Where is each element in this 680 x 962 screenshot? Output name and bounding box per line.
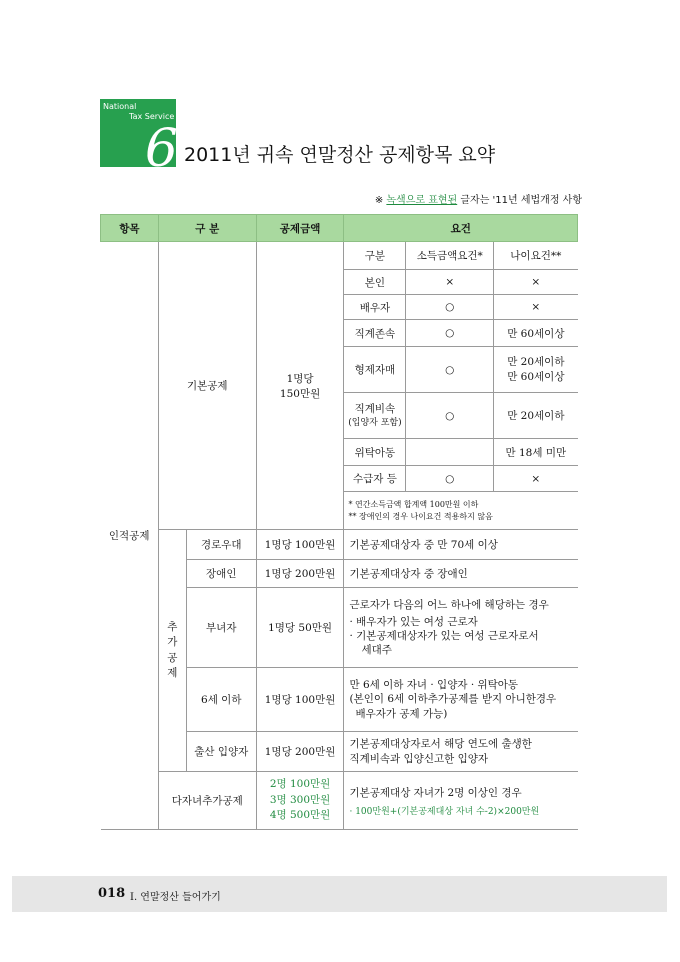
- table-row: [101, 242, 578, 270]
- table-row: 배우자 ○ ×: [101, 295, 578, 320]
- header-amount: 공제금액: [256, 215, 344, 242]
- multichild-amount: 2명 100만원 3명 300만원 4명 500만원: [256, 772, 344, 830]
- green-highlight: 녹색으로 표현된: [386, 195, 458, 206]
- table-row: 출산 입양자 1명당 200만원 기본공제대상자로서 해당 연도에 출생한 직계비속과 입양신고한 입양자: [101, 732, 578, 772]
- header-requirement: 요건: [344, 215, 578, 242]
- page-number: 018: [98, 886, 126, 901]
- table-header-row: [101, 215, 578, 242]
- table-row: 추 가 공 제 경로우대 1명당 100만원 기본공제대상자 중 만 70세 이상: [101, 530, 578, 560]
- page-title: 2011년 귀속 연말정산 공제항목 요약: [184, 144, 496, 166]
- deduction-table: [100, 214, 578, 830]
- table-row: 위탁아동 만 18세 미만: [101, 439, 578, 466]
- sub-header-type: 구분: [344, 242, 406, 270]
- logo-line1: National: [103, 102, 137, 111]
- category-personal: 인적공제: [101, 242, 159, 830]
- table-row: 다자녀추가공제 2명 100만원 3명 300만원 4명 500만원 기본공제대상 자녀가 2명 이상인 경우 · 100만원+(기본공제대상 자녀 수-2)×200만원: [101, 772, 578, 830]
- legend-note: ※ 녹색으로 표현된 글자는 '11년 세법개정 사항: [374, 195, 582, 206]
- table-row: 6세 이하 1명당 100만원 만 6세 이하 자녀 · 입양자 · 위탁아동 (본인이 6세 이하추가공제를 받지 아니한경우 배우자가 공제 가능): [101, 668, 578, 732]
- table-row: 직계비속 (입양자 포함) ○ 만 20세이하: [101, 393, 578, 439]
- table-row: 장애인 1명당 200만원 기본공제대상자 중 장애인: [101, 560, 578, 588]
- nts-logo: [100, 99, 178, 179]
- basic-amount: 1명당 150만원: [256, 242, 344, 530]
- footer: [12, 876, 667, 912]
- table-row: 형제자매 ○ 만 20세이하 만 60세이상: [101, 347, 578, 393]
- basic-footnotes: * 연간소득금액 합계액 100만원 이하 ** 장애인의 경우 나이요건 적용하지 않음: [344, 492, 578, 530]
- header-item: 항목: [101, 215, 159, 242]
- basic-label: 기본공제: [158, 242, 256, 530]
- table-row: 부녀자 1명당 50만원 근로자가 다음의 어느 하나에 해당하는 경우 · 배우자가 있는 여성 근로자 · 기본공제대상자가 있는 여성 근로자로서 세대주: [101, 588, 578, 668]
- sub-header-age: 나이요건**: [494, 242, 578, 270]
- table-row: 수급자 등 ○ ×: [101, 466, 578, 492]
- multichild-label: 다자녀추가공제: [158, 772, 256, 830]
- table-row: 직계존속 ○ 만 60세이상: [101, 320, 578, 347]
- header-category: 구 분: [158, 215, 256, 242]
- chapter-number: 6: [144, 119, 178, 179]
- additional-vertical-label: 추 가 공 제: [158, 530, 186, 772]
- logo-line2: Tax Service: [129, 112, 175, 121]
- table-row: 본인 × ×: [101, 270, 578, 295]
- section-title: I. 연말정산 들어가기: [130, 892, 221, 903]
- sub-header-income: 소득금액요건*: [406, 242, 494, 270]
